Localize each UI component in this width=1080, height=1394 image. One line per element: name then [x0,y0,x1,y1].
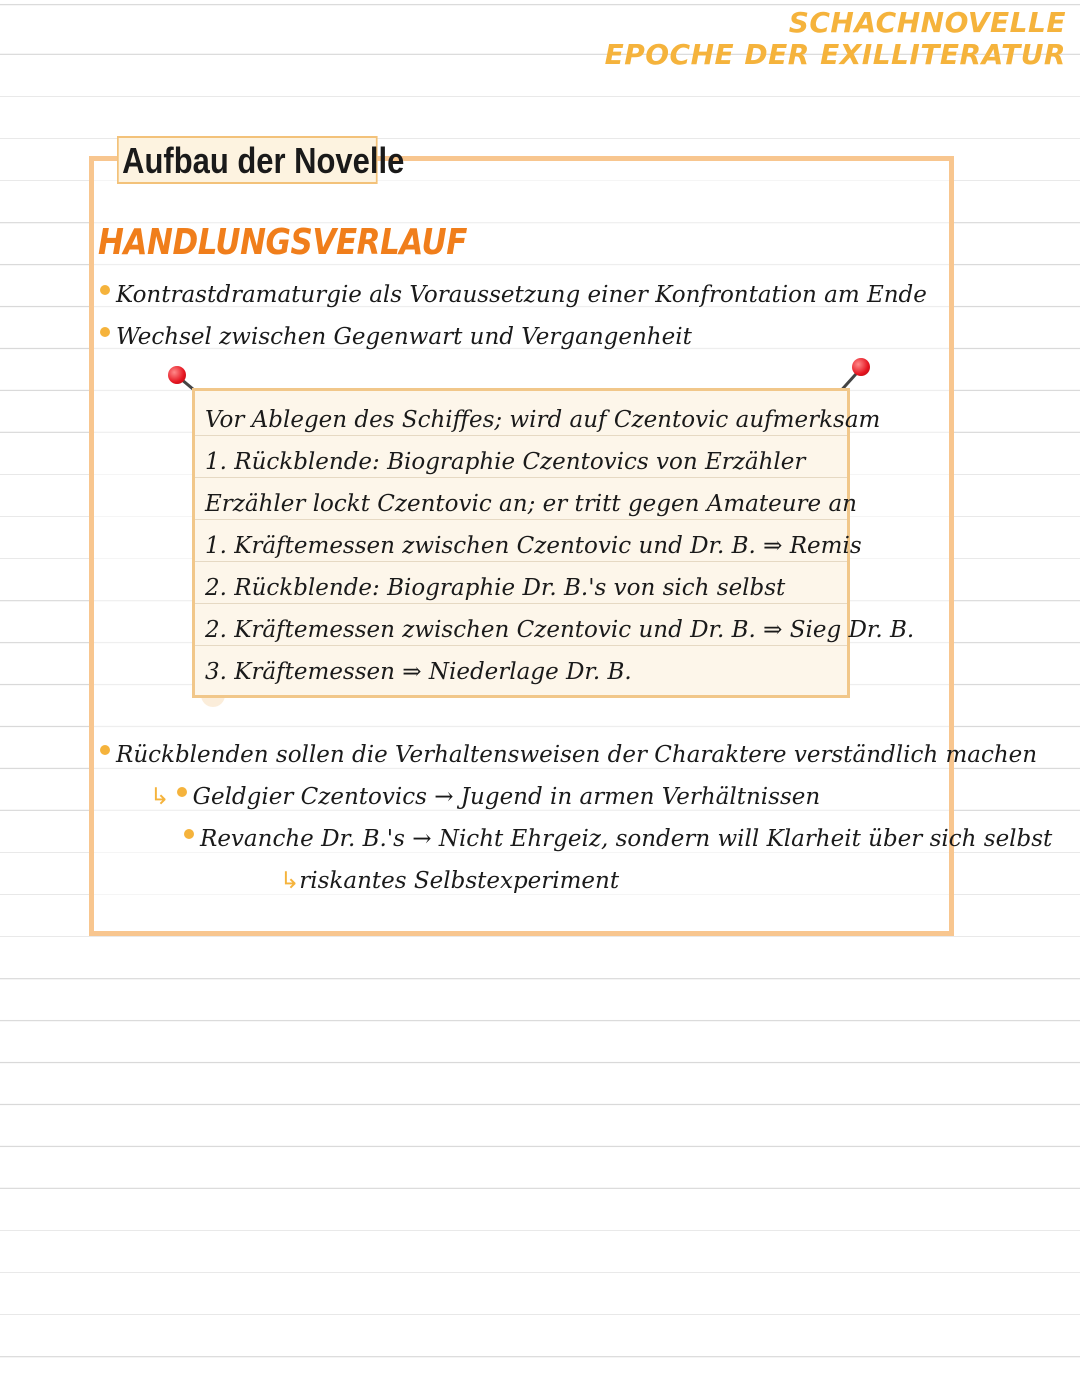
bullet-dot-icon [100,285,110,295]
sub-bullet-item [150,784,820,810]
card-line [205,615,914,645]
card-line: Erzähler lockt Czentovic an; er tritt gegen Amateure an [205,491,857,517]
card-line-text: 1. Kräftemessen zwischen Czentovic und Dr. B. ⇒ Remis [205,533,862,559]
bullet-text: Rückblenden sollen die Verhaltensweisen der Charaktere verständlich machen [116,742,1038,768]
card-line-text: 3. Kräftemessen ⇒ Niederlage Dr. B. [205,659,632,685]
notecard [192,388,915,698]
sub-bullet-text: Revanche Dr. B.'s → Nicht Ehrgeiz, sondern will Klarheit über sich selbst [200,826,1053,852]
bullet-text: Wechsel zwischen Gegenwart und Vergangenheit [116,324,692,350]
bullet-dot-icon [184,829,194,839]
bullet-item [100,324,692,350]
section-heading: HANDLUNGSVERLAUF [98,222,467,263]
sub-bullet-item [184,826,1052,852]
sub-sub-item [280,868,619,894]
card-line-text: 1. Rückblende: Biographie Czentovics von Erzähler [205,449,806,475]
card-line [205,447,805,477]
card-line [205,657,632,687]
bullet-dot-icon [100,745,110,755]
bullet-dot-icon [100,327,110,337]
card-line: 2. Rückblende: Biographie Dr. B.'s von sich selbst [205,575,786,601]
sub-sub-text: riskantes Selbstexperiment [299,868,620,894]
bullet-dot-icon [177,787,187,797]
section-label: Aufbau der Novelle [117,136,378,184]
sub-bullet-text: Geldgier Czentovics → Jugend in armen Verhältnissen [192,784,821,810]
card-line [205,531,862,561]
bullet-text: Kontrastdramaturgie als Voraussetzung einer Konfrontation am Ende [116,282,927,308]
bullet-item [100,742,1037,768]
header-subtitle: EPOCHE DER EXILLITERATUR [604,38,1066,71]
bullet-item [100,282,927,308]
header-title: SCHACHNOVELLE [788,6,1066,39]
arrow-down-right-icon: ↳ [280,868,300,894]
arrow-down-right-icon: ↳ [150,784,170,810]
card-line-text: 2. Kräftemessen zwischen Czentovic und Dr. B. ⇒ Sieg Dr. B. [205,617,915,643]
card-line: Vor Ablegen des Schiffes; wird auf Czentovic aufmerksam [205,407,881,433]
